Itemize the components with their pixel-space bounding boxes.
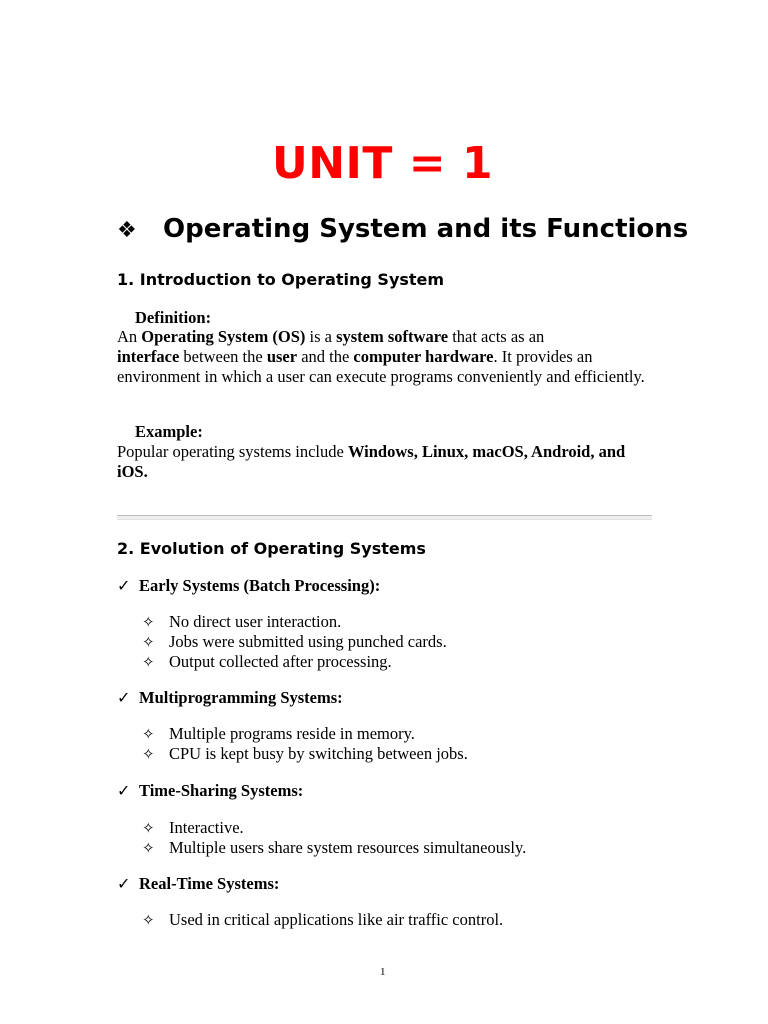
main-heading — [117, 214, 688, 244]
list-item-text: Multiple programs reside in memory. — [169, 724, 415, 743]
unit-title: UNIT = 1 — [272, 138, 494, 189]
list-item — [142, 652, 447, 672]
bullet-list-early-systems — [142, 612, 447, 672]
list-item — [142, 838, 526, 858]
list-item — [142, 744, 468, 764]
definition-bold-user: user — [266, 347, 298, 366]
subheading-early-systems — [117, 576, 380, 596]
definition-bold-system-software: system software — [336, 327, 449, 346]
four-point-star-icon: ✧ — [142, 727, 155, 743]
four-point-star-icon: ✧ — [142, 615, 155, 631]
definition-bold-computer-hardware: computer hardware — [353, 347, 494, 366]
list-item-text: Output collected after processing. — [169, 652, 392, 671]
subheading-real-time — [117, 874, 279, 894]
definition-text: is a — [305, 327, 337, 346]
subheading-text: Multiprogramming Systems: — [139, 688, 343, 707]
example-bold-os-list: Windows, Linux, macOS, Android, and iOS. — [117, 442, 626, 481]
list-item — [142, 612, 447, 632]
bullet-list-time-sharing — [142, 818, 526, 858]
list-item-text: Multiple users share system resources simultaneously. — [169, 838, 527, 857]
list-item-text: CPU is kept busy by switching between jobs. — [169, 744, 468, 763]
example-label: Example: — [135, 422, 203, 441]
subheading-multiprogramming — [117, 688, 343, 708]
list-item-text: Jobs were submitted using punched cards. — [169, 632, 447, 651]
definition-text: between the — [179, 347, 267, 366]
main-heading-text: Operating System and its Functions — [163, 214, 689, 244]
four-point-star-icon: ✧ — [142, 913, 155, 929]
definition-text: and the — [297, 347, 354, 366]
section-1-heading: 1. Introduction to Operating System — [117, 270, 445, 289]
definition-paragraph — [117, 327, 647, 387]
list-item — [142, 818, 526, 838]
definition-label: Definition: — [135, 308, 212, 327]
check-icon: ✓ — [117, 578, 131, 595]
check-icon: ✓ — [117, 783, 131, 800]
example-text: Popular operating systems include — [117, 442, 348, 461]
list-item — [142, 632, 447, 652]
list-item — [142, 724, 468, 744]
definition-text: . It provides an environment in which a user can execute programs conveniently and efficiently. — [117, 347, 645, 386]
four-point-star-icon: ✧ — [142, 821, 155, 837]
four-point-star-icon: ✧ — [142, 655, 155, 671]
definition-text: An — [117, 327, 142, 346]
bullet-list-real-time — [142, 910, 503, 930]
section-2-heading: 2. Evolution of Operating Systems — [117, 539, 426, 558]
subheading-text: Time-Sharing Systems: — [139, 781, 304, 800]
check-icon: ✓ — [117, 876, 131, 893]
definition-text: that acts as an — [448, 327, 545, 346]
definition-bold-os: Operating System (OS) — [141, 327, 306, 346]
list-item-text: No direct user interaction. — [169, 612, 342, 631]
four-point-star-icon: ✧ — [142, 841, 155, 857]
list-item-text: Interactive. — [169, 818, 244, 837]
list-item-text: Used in critical applications like air traffic control. — [169, 910, 504, 929]
subheading-text: Real-Time Systems: — [139, 874, 280, 893]
page-number: 1 — [380, 966, 386, 978]
check-icon: ✓ — [117, 690, 131, 707]
bullet-list-multiprogramming — [142, 724, 468, 764]
example-paragraph — [117, 442, 647, 482]
subheading-text: Early Systems (Batch Processing): — [139, 576, 381, 595]
diamond-bullet-icon: ❖ — [117, 218, 137, 243]
list-item — [142, 910, 503, 930]
four-point-star-icon: ✧ — [142, 635, 155, 651]
horizontal-divider — [117, 515, 652, 520]
subheading-time-sharing — [117, 781, 303, 801]
definition-bold-interface: interface — [117, 347, 180, 366]
four-point-star-icon: ✧ — [142, 747, 155, 763]
